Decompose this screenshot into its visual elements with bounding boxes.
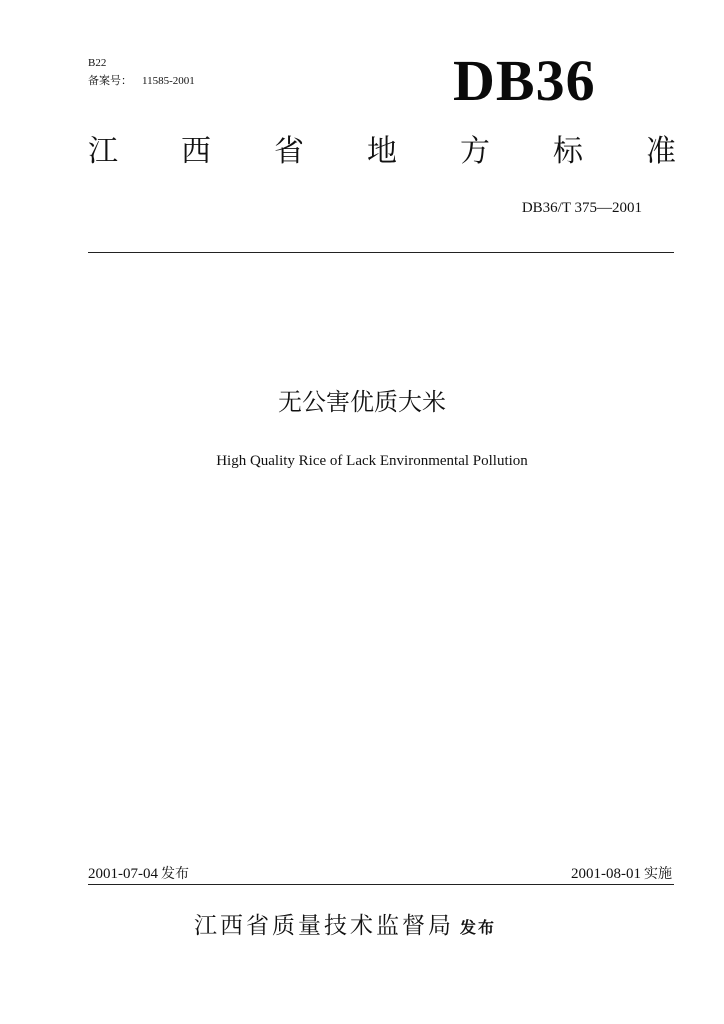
heading-char: 准 [646, 134, 676, 169]
heading-char: 方 [460, 134, 490, 169]
issue-date-value: 2001-07-04 [88, 866, 158, 882]
standard-number: DB36/T 375—2001 [521, 200, 642, 216]
record-number-value: 11585-2001 [142, 75, 195, 87]
document-title-english: High Quality Rice of Lack Environmental Pollution [216, 453, 528, 469]
top-divider [88, 252, 674, 253]
publisher-name: 江西省质量技术监督局 [194, 913, 454, 939]
heading-char: 西 [181, 134, 211, 169]
publisher-suffix: 发布 [460, 918, 497, 937]
document-title-chinese: 无公害优质大米 [278, 388, 446, 416]
publisher [194, 910, 496, 942]
implementation-date [571, 864, 672, 884]
bottom-divider [88, 884, 674, 885]
heading-char: 地 [367, 134, 397, 169]
heading-char: 标 [553, 134, 583, 169]
heading-char: 江 [88, 134, 118, 169]
classification-code: B22 [88, 57, 107, 69]
issue-date-suffix: 发布 [161, 866, 189, 882]
standard-type-heading [88, 132, 676, 172]
record-number [88, 74, 195, 88]
issue-date [88, 864, 189, 884]
standard-code-logo: DB36 [453, 48, 596, 113]
heading-char: 省 [274, 134, 304, 169]
record-number-label: 备案号： [88, 74, 132, 87]
implementation-date-suffix: 实施 [644, 866, 672, 882]
implementation-date-value: 2001-08-01 [571, 866, 641, 882]
